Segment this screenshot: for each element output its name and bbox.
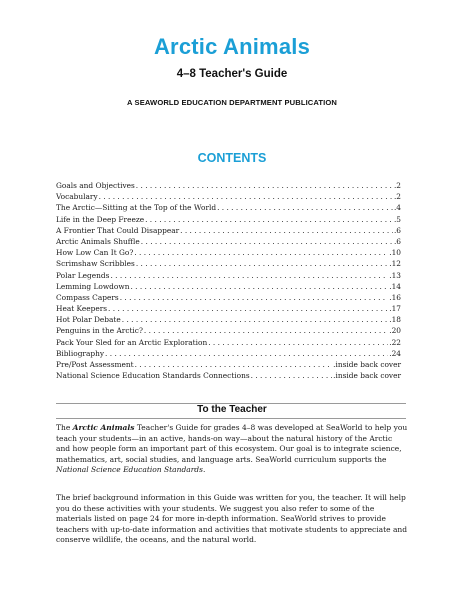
paragraph-text: The bbox=[56, 423, 73, 432]
teacher-heading: To the Teacher bbox=[197, 404, 267, 415]
table-of-contents bbox=[56, 180, 401, 381]
document-title: Arctic Animals bbox=[153, 34, 311, 59]
teacher-paragraph-2: The brief background information in this Guide was written for you, the teacher. It will help you do these activities with your students. We suggest you also refer to some of the materials listed on page 24 for more in-depth information. SeaWorld strives to provide teachers with up-to-date information and activities that motivate students to appreciate and conserve wildlife, the oceans, and the natural world. bbox=[56, 493, 408, 545]
toc-leader-dots bbox=[208, 337, 388, 348]
teacher-paragraph-1 bbox=[56, 423, 408, 476]
toc-entry-page: .14 bbox=[389, 281, 401, 291]
contents-heading: CONTENTS bbox=[197, 151, 267, 165]
toc-entry-label: Scrimshaw Scribbles bbox=[56, 259, 135, 269]
toc-leader-dots bbox=[144, 325, 388, 336]
document-subtitle: 4–8 Teacher's Guide bbox=[176, 68, 288, 80]
toc-entry-page: .16 bbox=[389, 292, 401, 302]
publisher-line: A SEAWORLD EDUCATION DEPARTMENT PUBLICATION bbox=[127, 98, 337, 107]
toc-entry bbox=[56, 247, 401, 258]
toc-leader-dots bbox=[136, 258, 388, 269]
standards-emphasis: National Science Education Standards bbox=[56, 465, 203, 475]
toc-leader-dots bbox=[130, 281, 388, 292]
toc-entry-label: A Frontier That Could Disappear bbox=[56, 225, 180, 235]
toc-entry-page: .24 bbox=[389, 348, 401, 358]
toc-leader-dots bbox=[141, 236, 393, 247]
toc-entry bbox=[56, 236, 401, 247]
toc-leader-dots bbox=[135, 359, 333, 370]
toc-entry-label: National Science Education Standards Connections bbox=[56, 371, 250, 381]
toc-entry-label: Vocabulary bbox=[56, 192, 98, 202]
toc-entry-page: .6 bbox=[393, 236, 401, 246]
toc-leader-dots bbox=[136, 180, 393, 191]
toc-entry bbox=[56, 359, 401, 370]
toc-entry bbox=[56, 325, 401, 336]
toc-leader-dots bbox=[180, 225, 393, 236]
toc-entry-label: The Arctic—Sitting at the Top of the World bbox=[56, 203, 217, 213]
toc-entry-page: .18 bbox=[389, 315, 401, 325]
toc-entry-label: Bibliography bbox=[56, 348, 105, 358]
toc-entry bbox=[56, 258, 401, 269]
toc-entry-page: .inside back cover bbox=[333, 371, 401, 381]
toc-entry-label: Arctic Animals Shuffle bbox=[56, 236, 140, 246]
toc-entry-label: Life in the Deep Freeze bbox=[56, 214, 145, 224]
toc-entry-label: Pack Your Sled for an Arctic Exploration bbox=[56, 337, 208, 347]
toc-leader-dots bbox=[251, 370, 333, 381]
toc-entry-page: .22 bbox=[389, 337, 401, 347]
toc-entry-label: Heat Keepers bbox=[56, 304, 108, 314]
paragraph-text: Teacher's Guide for grades 4–8 was developed at SeaWorld to help you teach your students—in an active, hands-on way—about the natural history of the Arctic and how people form an important part of this ecosystem. Our goal is to integrate science, mathematics, art, social studies, and language arts. SeaWorld curriculum supports the bbox=[56, 423, 408, 464]
toc-entry bbox=[56, 314, 401, 325]
toc-entry bbox=[56, 348, 401, 359]
toc-entry bbox=[56, 202, 401, 213]
paragraph-text: . bbox=[202, 465, 206, 475]
toc-entry bbox=[56, 214, 401, 225]
toc-leader-dots bbox=[134, 247, 388, 258]
toc-entry-page: .5 bbox=[393, 214, 401, 224]
toc-entry-page: .2 bbox=[393, 181, 401, 190]
toc-entry-page: .inside back cover bbox=[333, 360, 401, 369]
toc-entry bbox=[56, 281, 401, 292]
toc-entry-page: .17 bbox=[389, 304, 401, 314]
toc-entry bbox=[56, 303, 401, 314]
toc-entry-page: .20 bbox=[389, 326, 401, 336]
toc-entry-label: How Low Can It Go? bbox=[56, 248, 134, 258]
divider-bottom bbox=[56, 418, 406, 419]
toc-entry-label: Lemming Lowdown bbox=[56, 281, 130, 291]
toc-entry-page: .6 bbox=[393, 225, 401, 235]
toc-leader-dots bbox=[122, 314, 388, 325]
toc-leader-dots bbox=[145, 214, 393, 225]
toc-leader-dots bbox=[120, 292, 389, 303]
toc-entry-page: .10 bbox=[389, 248, 401, 258]
toc-entry bbox=[56, 337, 401, 348]
toc-entry-label: Penguins in the Arctic? bbox=[56, 326, 143, 336]
toc-entry-label: Goals and Objectives bbox=[56, 181, 135, 190]
toc-entry-page: .2 bbox=[393, 192, 401, 202]
toc-entry bbox=[56, 225, 401, 236]
toc-entry-label: Hot Polar Debate bbox=[56, 315, 121, 325]
toc-entry-page: .4 bbox=[393, 203, 401, 213]
toc-leader-dots bbox=[99, 191, 393, 202]
toc-leader-dots bbox=[108, 303, 388, 314]
toc-entry-label: Pre/Post Assessment bbox=[56, 360, 134, 369]
toc-entry bbox=[56, 180, 401, 191]
toc-entry-page: .12 bbox=[389, 259, 401, 269]
guide-title-emphasis: Arctic Animals bbox=[72, 423, 135, 432]
toc-entry bbox=[56, 292, 401, 303]
toc-entry bbox=[56, 370, 401, 381]
toc-entry-label: Compass Capers bbox=[56, 292, 119, 302]
toc-entry bbox=[56, 191, 401, 202]
toc-entry-page: .13 bbox=[389, 270, 401, 280]
toc-leader-dots bbox=[110, 270, 388, 281]
toc-entry-label: Polar Legends bbox=[56, 270, 110, 280]
toc-leader-dots bbox=[217, 202, 393, 213]
toc-leader-dots bbox=[105, 348, 388, 359]
toc-entry bbox=[56, 270, 401, 281]
